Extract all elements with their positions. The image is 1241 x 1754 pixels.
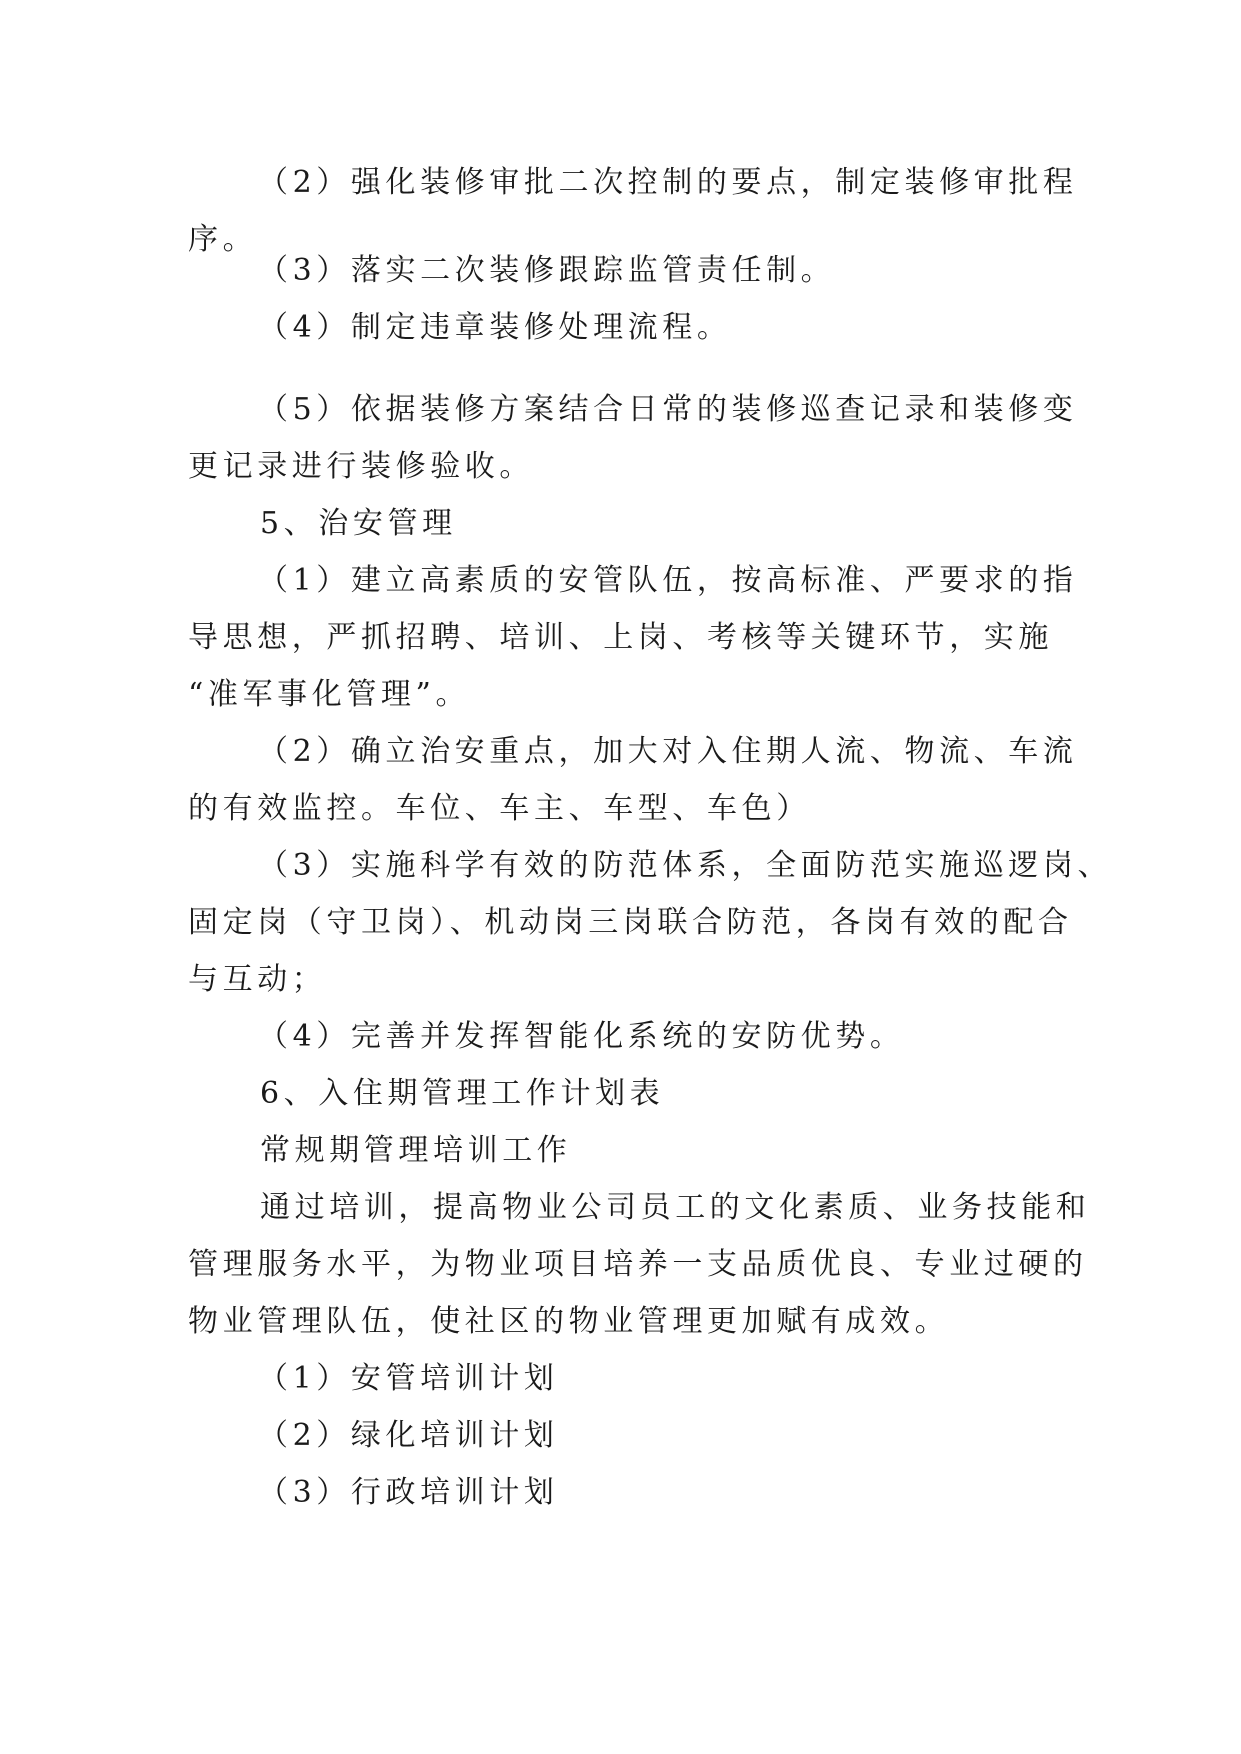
paragraph-line: “准军事化管理”。: [188, 677, 471, 712]
paragraph-line: （2）强化装修审批二次控制的要点，制定装修审批程: [258, 165, 1078, 200]
paragraph-line: （3）落实二次装修跟踪监管责任制。: [258, 253, 836, 288]
paragraph-line: 固定岗（守卫岗）、机动岗三岗联合防范，各岗有效的配合: [188, 905, 1073, 940]
paragraph-line: （5）依据装修方案结合日常的装修巡查记录和装修变: [258, 392, 1078, 427]
paragraph-line: 与互动；: [188, 962, 327, 997]
paragraph-line: 导思想，严抓招聘、培训、上岗、考核等关键环节，实施: [188, 620, 1053, 655]
paragraph-line: 更记录进行装修验收。: [188, 449, 534, 484]
paragraph-line: 序。: [188, 222, 258, 257]
paragraph-line: 管理服务水平，为物业项目培养一支品质优良、专业过硬的: [188, 1247, 1088, 1282]
paragraph-line: （2）确立治安重点，加大对入住期人流、物流、车流: [258, 734, 1078, 769]
paragraph-line: 通过培训，提高物业公司员工的文化素质、业务技能和: [260, 1190, 1091, 1225]
paragraph-line: （4）制定违章装修处理流程。: [258, 310, 732, 345]
section-heading: 6、入住期管理工作计划表: [260, 1076, 665, 1111]
list-item: （3）行政培训计划: [258, 1475, 559, 1510]
subsection-heading: 常规期管理培训工作: [260, 1133, 572, 1168]
paragraph-line: （1）建立高素质的安管队伍，按高标准、严要求的指: [258, 563, 1078, 598]
list-item: （1）安管培训计划: [258, 1361, 559, 1396]
list-item: （2）绿化培训计划: [258, 1418, 559, 1453]
paragraph-line: （4）完善并发挥智能化系统的安防优势。: [258, 1019, 905, 1054]
paragraph-line: （3）实施科学有效的防范体系，全面防范实施巡逻岗、: [258, 848, 1113, 883]
paragraph-line: 物业管理队伍，使社区的物业管理更加赋有成效。: [188, 1304, 950, 1339]
paragraph-line: 的有效监控。车位、车主、车型、车色）: [188, 791, 811, 826]
section-heading: 5、治安管理: [260, 506, 457, 541]
